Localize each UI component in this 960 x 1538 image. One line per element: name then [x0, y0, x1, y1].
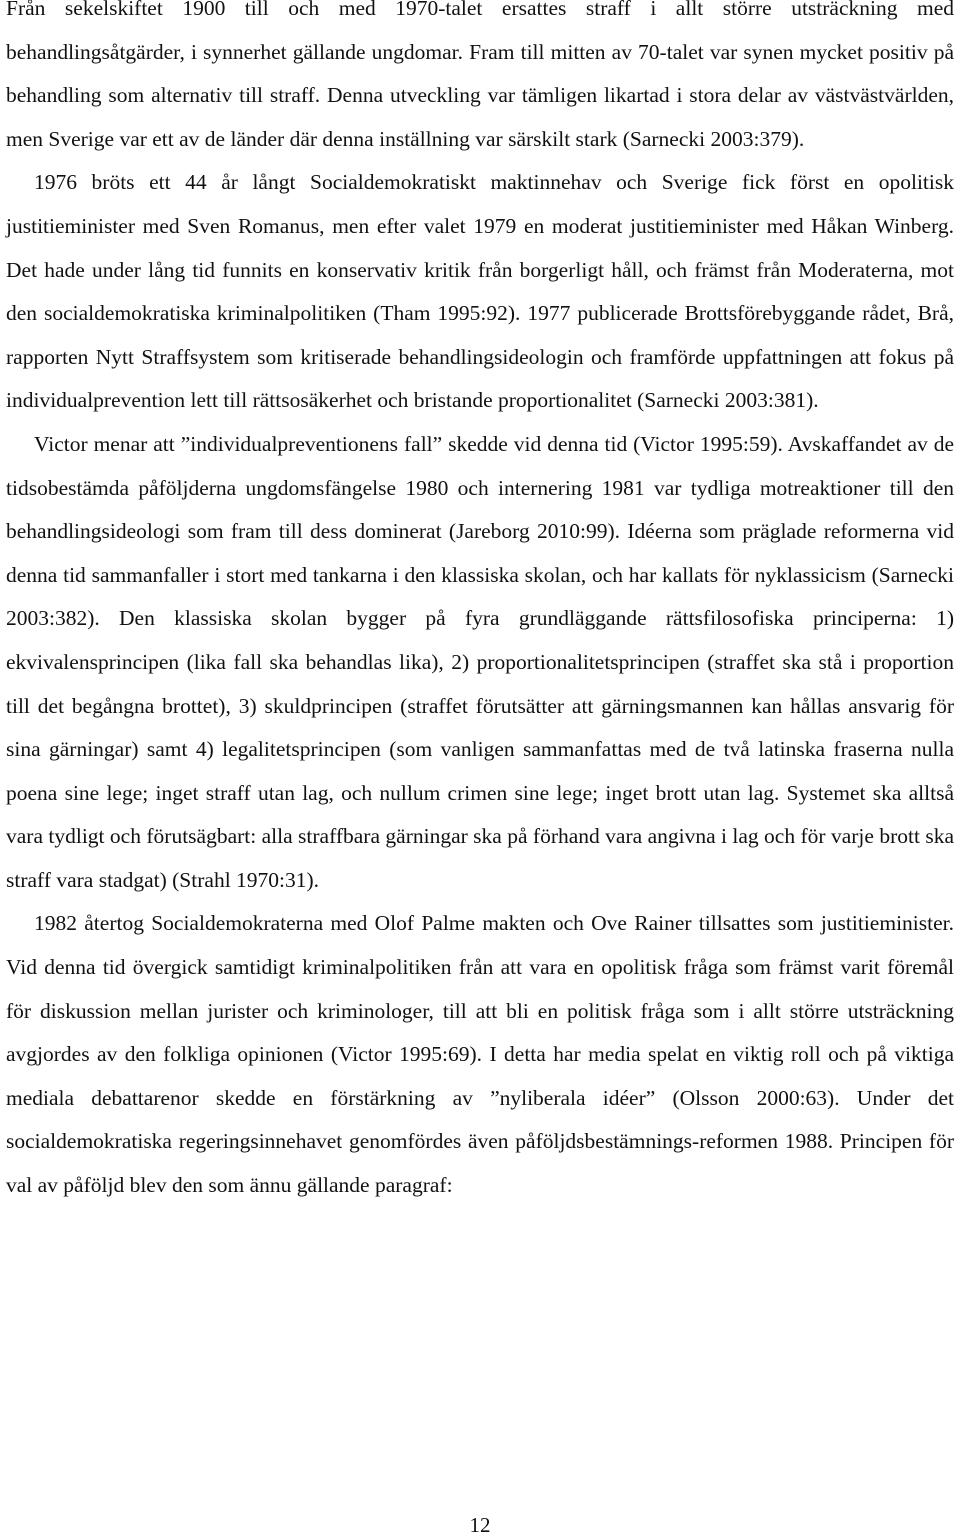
document-page — [6, 0, 954, 1208]
paragraph-1: Från sekelskiftet 1900 till och med 1970-talet ersattes straff i allt större utsträckning med behandlingsåtgärder, i synnerhet gällande ungdomar. Fram till mitten av 70-talet var synen mycket positiv på behandling som alternativ till straff. Denna utveckling var tämligen likartad i stora delar av västvästvärlden, men Sverige var ett av de länder där denna inställning var särskilt stark (Sarnecki 2003:379). — [6, 0, 954, 151]
paragraph-3: Victor menar att ”individualpreventionens fall” skedde vid denna tid (Victor 1995:59). Avskaffandet av de tidsobestämda påföljderna ungdomsfängelse 1980 och internering 1981 var tydliga motreaktioner till den behandlingsideologi som fram till dess dominerat (Jareborg 2010:99). Idéerna som präglade reformerna vid denna tid sammanfaller i stort med tankarna i den klassiska skolan, och har kallats för nyklassicism (Sarnecki 2003:382). Den klassiska skolan bygger på fyra grundläggande rättsfilosofiska principerna: 1) ekvivalensprincipen (lika fall ska behandlas lika), 2) proportionalitetsprincipen (straffet ska stå i proportion till det begångna brottet), 3) skuldprincipen (straffet förutsätter att gärningsmannen kan hållas ansvarig för sina gärningar) samt 4) legalitetsprincipen (som vanligen sammanfattas med de två latinska fraserna nulla poena sine lege; inget straff utan lag, och nullum crimen sine lege; inget brott utan lag. Systemet ska alltså vara tydligt och förutsägbart: alla straffbara gärningar ska på förhand vara angivna i lag och för varje brott ska straff vara stadgat) (Strahl 1970:31). — [6, 431, 954, 892]
paragraph-4: 1982 återtog Socialdemokraterna med Olof Palme makten och Ove Rainer tillsattes som justitieminister. Vid denna tid övergick samtidigt kriminalpolitiken från att vara en opolitisk fråga som främst varit föremål för diskussion mellan jurister och kriminologer, till att bli en politisk fråga som i allt större utsträckning avgjordes av den folkliga opinionen (Victor 1995:69). I detta har media spelat en viktig roll och på viktiga mediala debattarenor skedde en förstärkning av ”nyliberala idéer” (Olsson 2000:63). Under det socialdemokratiska regeringsinnehavet genomfördes även påföljdsbestämnings-reformen 1988. Principen för val av påföljd blev den som ännu gällande paragraf: — [6, 911, 954, 1198]
paragraph-2: 1976 bröts ett 44 år långt Socialdemokratiskt maktinnehav och Sverige fick först en opolitisk justitieminister med Sven Romanus, men efter valet 1979 en moderat justitieminister med Håkan Winberg. Det hade under lång tid funnits en konservativ kritik från borgerligt håll, och främst från Moderaterna, mot den socialdemokratiska kriminalpolitiken (Tham 1995:92). 1977 publicerade Brottsförebyggande rådet, Brå, rapporten Nytt Straffsystem som kritiserade behandlingsideologin och framförde uppfattningen att fokus på individualprevention lett till rättsosäkerhet och bristande proportionalitet (Sarnecki 2003:381). — [6, 170, 954, 413]
page-number: 12 — [469, 1513, 491, 1537]
